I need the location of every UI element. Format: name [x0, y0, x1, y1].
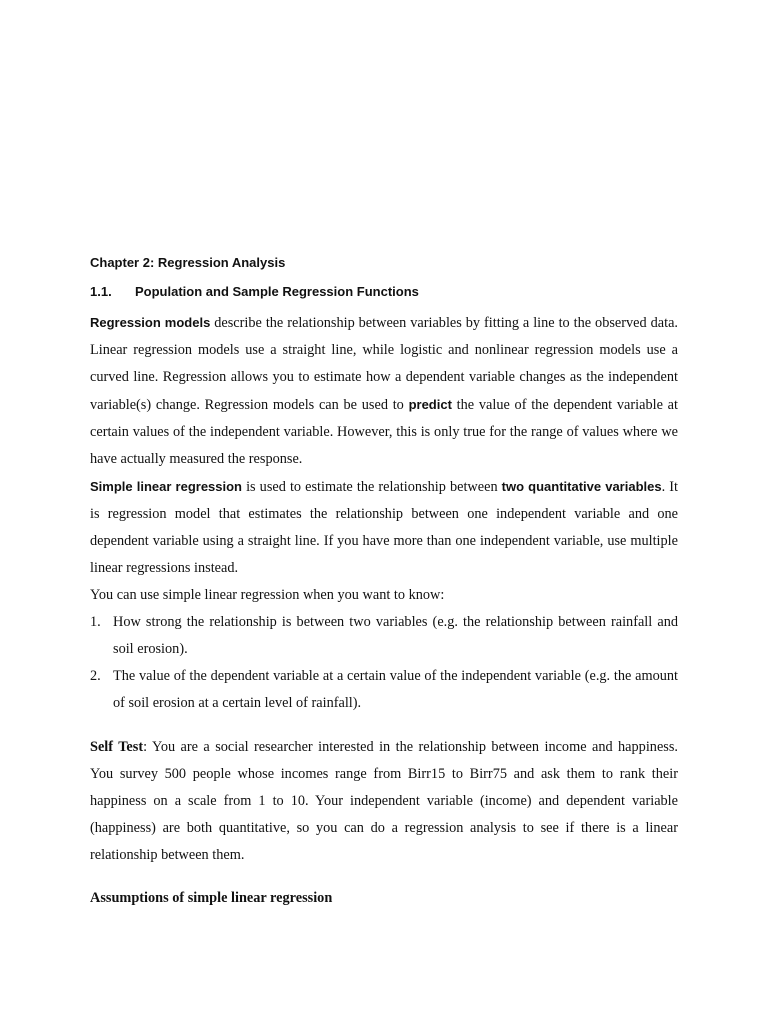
list-item-number: 2.	[90, 668, 101, 684]
regression-models-text-b: the value of the dependent variable at certain values of the independent variable. However, this is only true for the range of values where we have actually measured the response.	[90, 397, 678, 467]
self-test-label: Self Test	[90, 739, 144, 755]
predict-emphasis: predict	[408, 397, 452, 412]
regression-models-term: Regression models	[90, 315, 211, 330]
assumptions-heading: Assumptions of simple linear regression	[90, 890, 333, 906]
two-quantitative-variables-emphasis: two quantitative variables	[501, 479, 662, 494]
simple-linear-regression-text-a: is used to estimate the relationship between	[242, 479, 502, 495]
list-item	[90, 663, 678, 717]
simple-linear-regression-paragraph	[90, 473, 678, 582]
simple-linear-regression-term: Simple linear regression	[90, 479, 242, 494]
list-item	[90, 609, 678, 663]
document-content	[90, 252, 678, 912]
uses-list	[90, 609, 678, 717]
chapter-title: Chapter 2: Regression Analysis	[90, 255, 286, 270]
list-item-number: 1.	[90, 614, 101, 630]
list-item-text: How strong the relationship is between two variables (e.g. the relationship between rainfall and soil erosion).	[113, 614, 678, 657]
section-number: 1.1.	[90, 284, 112, 299]
uses-intro: You can use simple linear regression when you want to know:	[90, 587, 445, 603]
self-test-text: : You are a social researcher interested in the relationship between income and happiness. You survey 500 people whose incomes range from Birr15 to Birr75 and ask them to rank their happiness on a scale from 1 to 10. Your independent variable (income) and dependent variable (happiness) are both quantitative, so you can do a regression analysis to see if there is a linear relationship between them.	[90, 739, 678, 863]
self-test-paragraph	[90, 734, 678, 869]
section-title: Population and Sample Regression Functions	[135, 284, 419, 299]
list-item-text: The value of the dependent variable at a certain value of the independent variable (e.g. the amount of soil erosion at a certain level of rainfall).	[113, 668, 678, 711]
regression-models-paragraph	[90, 309, 678, 473]
simple-linear-regression-text-b: . It is regression model that estimates the relationship between one independent variable and one dependent variable using a straight line. If you have more than one independent variable, use multiple linear regressions instead.	[90, 479, 678, 576]
regression-models-text-a: describe the relationship between variables by fitting a line to the observed data. Linear regression models use a straight line, while logistic and nonlinear regression models use a curved line. Regression allows you to estimate how a dependent variable changes as the independent variable(s) change. Regression models can be used to	[90, 315, 678, 413]
section-heading	[90, 281, 678, 303]
